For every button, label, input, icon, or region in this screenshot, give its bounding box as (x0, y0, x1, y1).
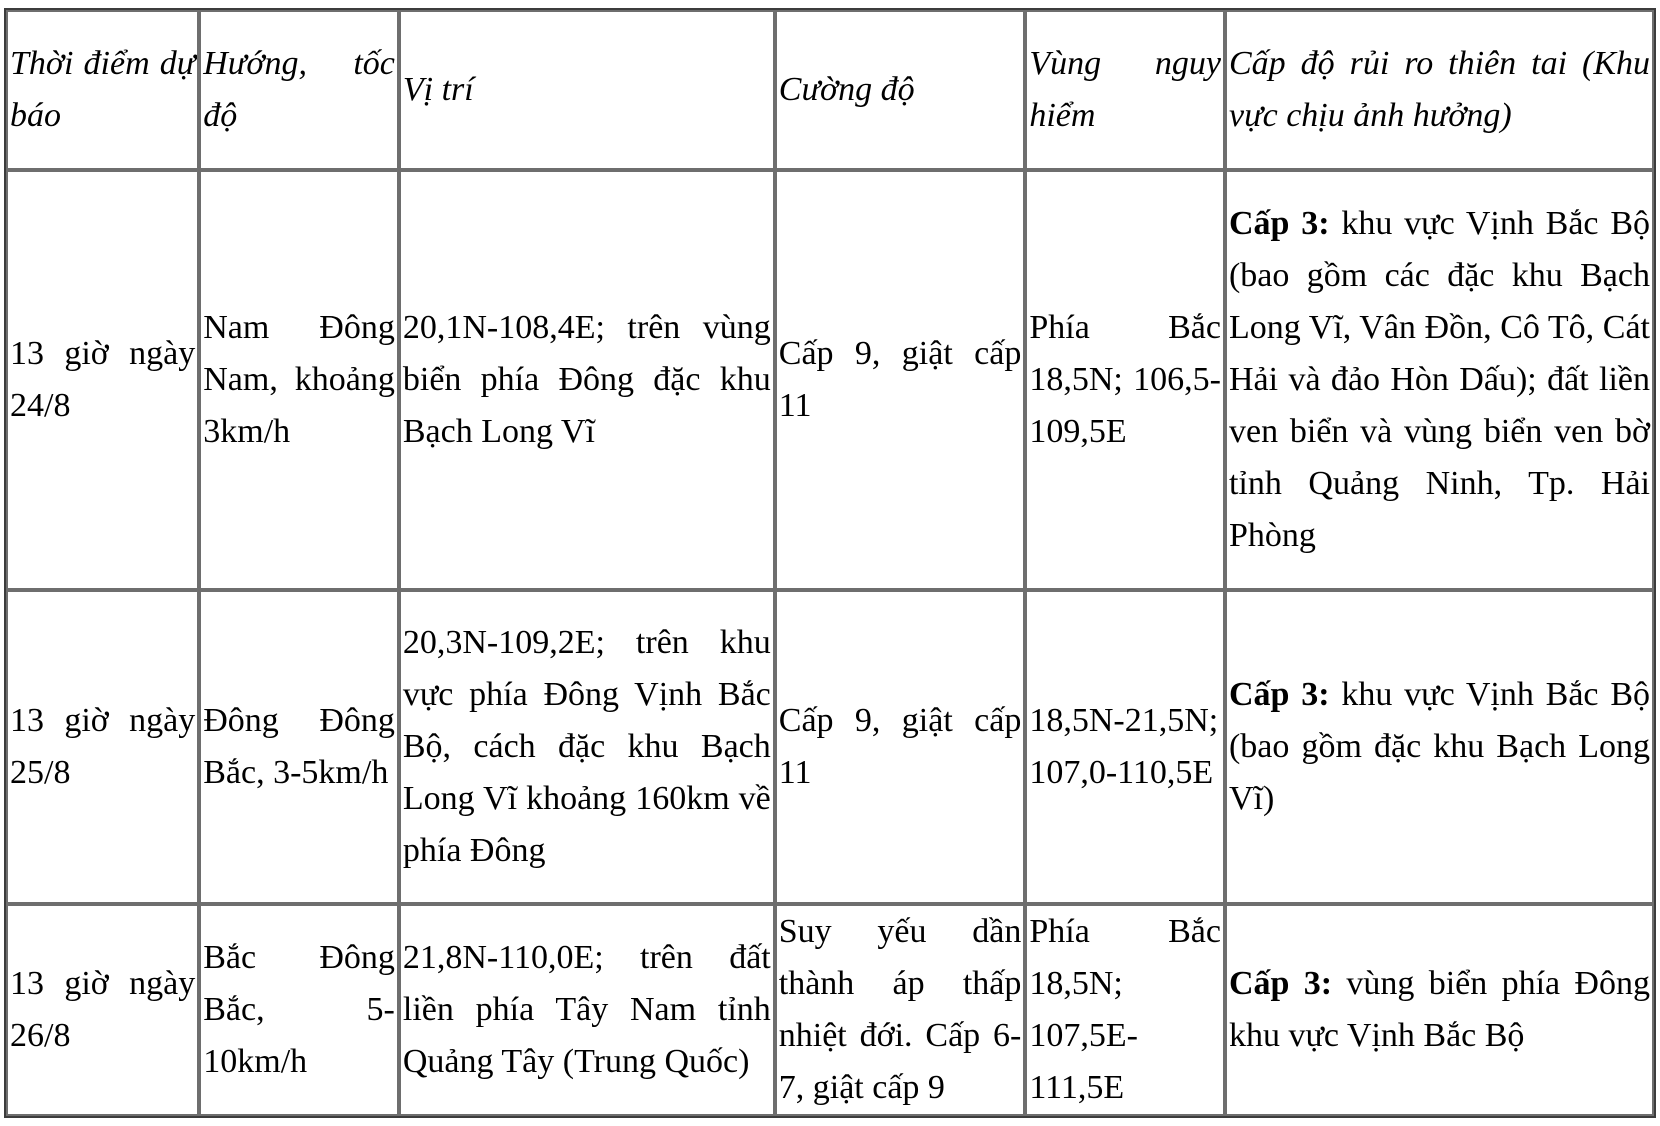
cell-risk-level (1225, 904, 1654, 1116)
cell-intensity: Cấp 9, giật cấp 11 (775, 590, 1026, 904)
table-row (6, 904, 1654, 1116)
cell-position: 20,1N-108,4E; trên vùng biển phía Đông đặc khu Bạch Long Vĩ (399, 170, 775, 590)
cell-position: 21,8N-110,0E; trên đất liền phía Tây Nam tỉnh Quảng Tây (Trung Quốc) (399, 904, 775, 1116)
risk-level-label: Cấp 3: (1228, 205, 1330, 242)
cell-time: 13 giờ ngày 25/8 (6, 590, 199, 904)
cell-direction: Đông Đông Bắc, 3-5km/h (199, 590, 399, 904)
risk-level-label: Cấp 3: (1228, 965, 1333, 1002)
cell-risk-level (1225, 170, 1654, 590)
cell-intensity: Cấp 9, giật cấp 11 (775, 170, 1026, 590)
header-risk-level: Cấp độ rủi ro thiên tai (Khu vực chịu ảnh hưởng) (1225, 10, 1654, 170)
cell-position: 20,3N-109,2E; trên khu vực phía Đông Vịnh Bắc Bộ, cách đặc khu Bạch Long Vĩ khoảng 160km về phía Đông (399, 590, 775, 904)
cell-danger-zone: Phía Bắc 18,5N; 107,5E-111,5E (1025, 904, 1225, 1116)
cell-danger-zone: Phía Bắc 18,5N; 106,5-109,5E (1025, 170, 1225, 590)
header-position: Vị trí (399, 10, 775, 170)
cell-direction: Nam Đông Nam, khoảng 3km/h (199, 170, 399, 590)
cell-risk-level (1225, 590, 1654, 904)
risk-level-label: Cấp 3: (1228, 676, 1330, 713)
header-direction: Hướng, tốc độ (199, 10, 399, 170)
risk-area-text: khu vực Vịnh Bắc Bộ (bao gồm đặc khu Bạch Long Vĩ) (1228, 676, 1650, 817)
risk-area-text: khu vực Vịnh Bắc Bộ (bao gồm các đặc khu Bạch Long Vĩ, Vân Đồn, Cô Tô, Cát Hải và đảo Hòn Dấu); đất liền ven biển và vùng biển ven bờ tỉnh Quảng Ninh, Tp. Hải Phòng (1228, 205, 1650, 554)
risk-area-text: vùng biển phía Đông khu vực Vịnh Bắc Bộ (1228, 965, 1650, 1054)
table-row (6, 170, 1654, 590)
cell-intensity: Suy yếu dần thành áp thấp nhiệt đới. Cấp 6-7, giật cấp 9 (775, 904, 1026, 1116)
header-intensity: Cường độ (775, 10, 1026, 170)
storm-forecast-table (4, 8, 1656, 1118)
header-danger-zone: Vùng nguy hiểm (1025, 10, 1225, 170)
cell-danger-zone: 18,5N-21,5N; 107,0-110,5E (1025, 590, 1225, 904)
header-time: Thời điểm dự báo (6, 10, 199, 170)
table-row (6, 590, 1654, 904)
table-header-row (6, 10, 1654, 170)
cell-time: 13 giờ ngày 24/8 (6, 170, 199, 590)
cell-direction: Bắc Đông Bắc, 5-10km/h (199, 904, 399, 1116)
cell-time: 13 giờ ngày 26/8 (6, 904, 199, 1116)
